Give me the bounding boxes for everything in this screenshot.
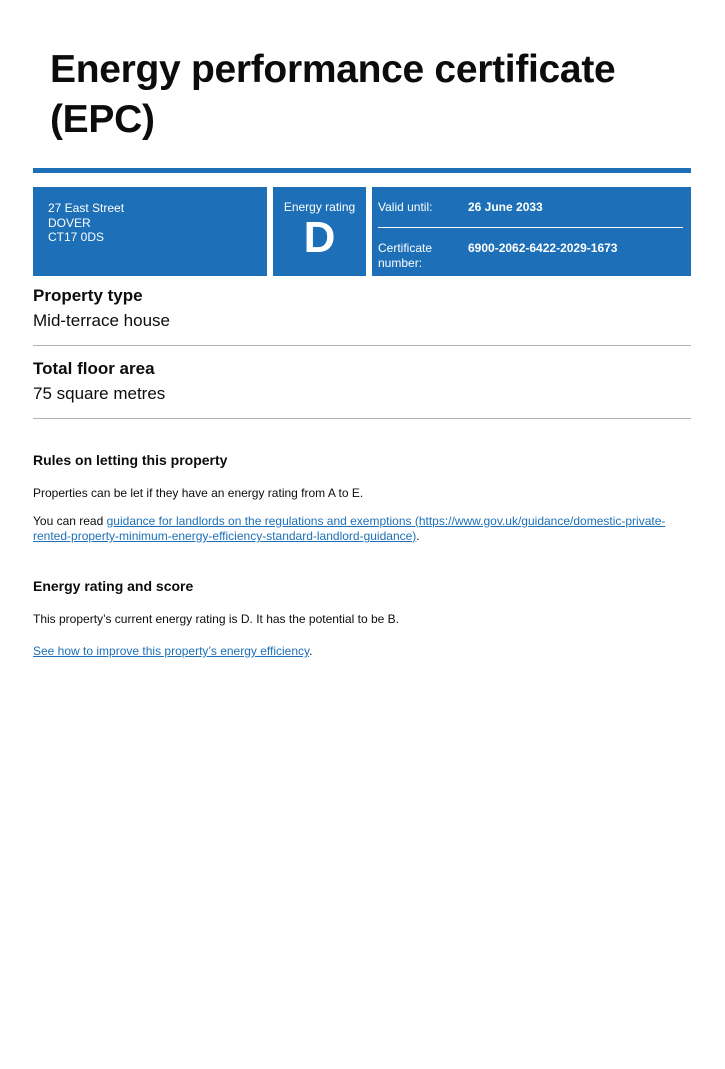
property-type-value: Mid-terrace house (33, 311, 171, 330)
certificate-number-value: 6900-2062-6422-2029-1673 (468, 241, 618, 255)
letting-rules-heading: Rules on letting this property (33, 452, 228, 468)
letting-rules-paragraph: Properties can be let if they have an energy rating from A to E. (33, 486, 364, 500)
property-address-box (33, 187, 267, 276)
section-divider (33, 418, 691, 419)
certificate-summary-band (33, 187, 691, 276)
epc-page (0, 45, 725, 1069)
energy-rating-box (273, 187, 366, 276)
rating-score-paragraph: This property’s current energy rating is D. It has the potential to be B. (33, 611, 399, 626)
improve-efficiency-paragraph (33, 644, 683, 660)
address-line-3: CT17 0DS (48, 230, 105, 244)
certificate-details-box (372, 187, 691, 276)
page-title (50, 45, 691, 145)
energy-rating-value: D (303, 213, 336, 262)
address-line-2: DOVER (48, 215, 91, 230)
valid-until-row (378, 200, 683, 215)
improve-efficiency-link[interactable]: See how to improve this property’s energy efficiency (33, 644, 310, 658)
landlord-guidance-link[interactable]: guidance for landlords on the regulations and exemptions (https://www.gov.uk/guidance/domestic-private-rented-property-minimum-energy-efficiency-standard-landlord-guidance) (33, 513, 666, 543)
rating-score-heading: Energy rating and score (33, 577, 194, 594)
details-separator (378, 227, 683, 228)
page-title-line-2: (EPC) (50, 98, 155, 141)
energy-rating-label: Energy rating (283, 200, 356, 214)
address-line-1: 27 East Street (48, 201, 125, 215)
property-type-heading: Property type (33, 286, 143, 305)
header-rule (33, 168, 691, 173)
floor-area-heading: Total floor area (33, 359, 155, 378)
guidance-text-suffix: . (416, 529, 420, 543)
page-title-line-1: Energy performance certificate (50, 48, 616, 91)
improve-link-suffix: . (309, 644, 313, 658)
guidance-text-prefix: You can read (33, 513, 107, 528)
section-divider (33, 345, 691, 346)
floor-area-value: 75 square metres (33, 384, 166, 403)
certificate-number-label: Certificate number: (378, 241, 433, 270)
valid-until-value: 26 June 2033 (468, 200, 543, 214)
certificate-number-row (378, 241, 683, 271)
valid-until-label: Valid until: (378, 200, 433, 214)
letting-guidance-paragraph (33, 514, 683, 545)
